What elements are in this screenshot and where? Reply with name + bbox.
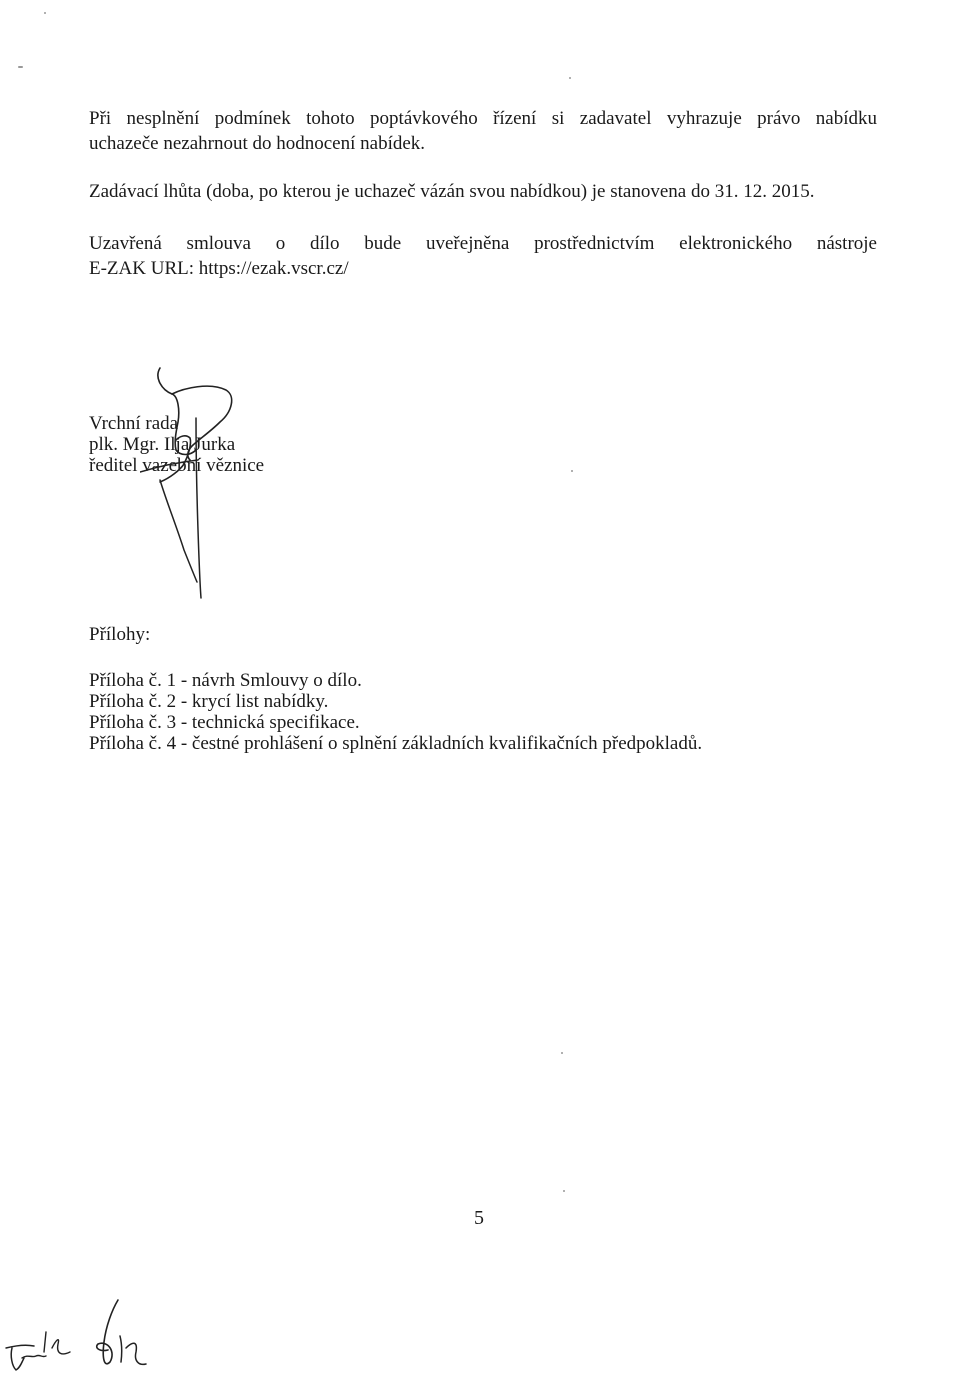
conditions-line-1: Při nesplnění podmínek tohoto poptávkového řízení si zadavatel vyhrazuje právo nabídku xyxy=(89,108,877,129)
attachments-heading: Přílohy: xyxy=(89,624,151,645)
signatory-name: plk. Mgr. Ilja Jurka xyxy=(89,434,236,455)
attachments-list xyxy=(89,670,702,754)
handwritten-initials xyxy=(0,1296,160,1376)
scan-speck xyxy=(569,77,571,79)
attachment-item: Příloha č. 2 - krycí list nabídky. xyxy=(89,691,329,712)
handwritten-signature xyxy=(140,360,250,605)
scan-speck xyxy=(18,66,23,68)
publication-paragraph xyxy=(89,231,877,281)
page-number: 5 xyxy=(474,1207,484,1229)
conditions-line-2: uchazeče nezahrnout do hodnocení nabídek. xyxy=(89,133,426,154)
signatory-title: Vrchní rada xyxy=(89,413,179,434)
attachment-item: Příloha č. 4 - čestné prohlášení o splnění základních kvalifikačních předpokladů. xyxy=(89,733,703,754)
conditions-paragraph xyxy=(89,106,877,156)
scan-speck xyxy=(44,12,46,14)
scan-speck xyxy=(563,1190,565,1192)
tender-deadline-text: Zadávací lhůta (doba, po kterou je uchazeč vázán svou nabídkou) je stanovena do 31. 12. 2015. xyxy=(89,181,815,202)
scan-speck xyxy=(571,470,573,472)
tender-deadline-paragraph xyxy=(89,179,877,204)
attachment-item: Příloha č. 1 - návrh Smlouvy o dílo. xyxy=(89,670,362,691)
publication-line-2: E-ZAK URL: https://ezak.vscr.cz/ xyxy=(89,258,349,279)
signatory-position: ředitel vazební věznice xyxy=(89,455,265,476)
attachment-item: Příloha č. 3 - technická specifikace. xyxy=(89,712,360,733)
scan-speck xyxy=(561,1052,563,1054)
publication-line-1: Uzavřená smlouva o dílo bude uveřejněna prostřednictvím elektronického nástroje xyxy=(89,233,877,254)
